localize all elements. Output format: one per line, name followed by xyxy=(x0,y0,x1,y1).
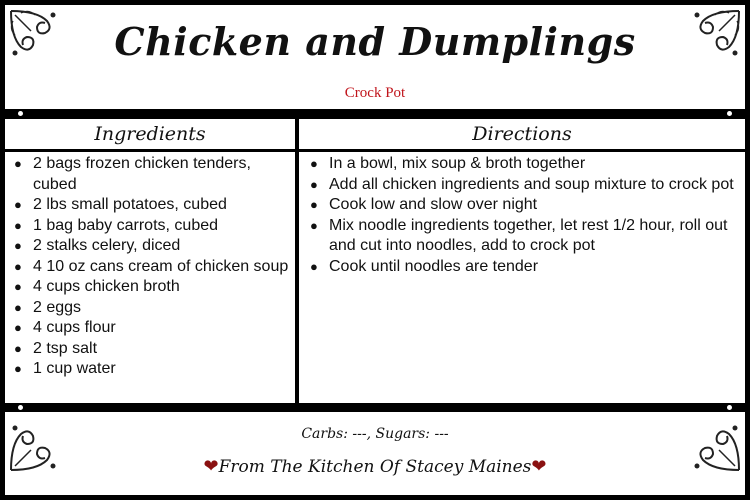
heading-divider xyxy=(5,149,745,152)
directions-heading: Directions xyxy=(299,119,745,149)
list-item: ● 2 lbs small potatoes, cubed xyxy=(14,196,227,213)
list-item: ● In a bowl, mix soup & broth together xyxy=(310,155,586,172)
border-dot xyxy=(727,405,732,410)
list-item: ● 2 tsp salt xyxy=(14,339,98,357)
nutrition-info: Carbs: ---, Sugars: --- xyxy=(301,426,449,442)
list-item: ● Cook until noodles are tender xyxy=(310,257,539,275)
directions-list xyxy=(307,154,743,277)
ingredients-heading: Ingredients xyxy=(5,119,295,149)
list-item: ● 4 cups chicken broth xyxy=(14,278,180,295)
ingredients-list xyxy=(11,154,293,380)
heart-icon: ❤ xyxy=(531,456,547,477)
list-item: ● 2 eggs xyxy=(14,298,82,316)
heart-icon: ❤ xyxy=(203,456,219,477)
list-item: ● Mix noodle ingredients together, let rest 1/2 hour, roll out and cut into noodles, add to crock pot xyxy=(310,216,728,254)
border-dot xyxy=(727,111,732,116)
recipe-table xyxy=(5,119,745,403)
recipe-title: Chicken and Dumplings xyxy=(114,19,636,64)
recipe-header xyxy=(5,5,745,109)
border-dot xyxy=(18,405,23,410)
list-item: ● 2 bags frozen chicken tenders, cubed xyxy=(14,155,251,193)
list-item: ● 1 cup water xyxy=(14,360,116,377)
recipe-footer xyxy=(5,412,745,495)
column-divider xyxy=(295,119,299,403)
credit-text: From The Kitchen Of Stacey Maines xyxy=(218,457,532,477)
list-item: ● Add all chicken ingredients and soup mixture to crock pot xyxy=(310,175,734,193)
list-item: ● 4 10 oz cans cream of chicken soup xyxy=(14,257,289,275)
border-dot xyxy=(18,111,23,116)
list-item: ● Cook low and slow over night xyxy=(310,196,538,213)
recipe-subtitle: Crock Pot xyxy=(344,85,406,101)
list-item: ● 1 bag baby carrots, cubed xyxy=(14,216,219,234)
list-item: ● 4 cups flour xyxy=(14,319,116,336)
list-item: ● 2 stalks celery, diced xyxy=(14,237,181,254)
kitchen-credit xyxy=(5,456,745,477)
